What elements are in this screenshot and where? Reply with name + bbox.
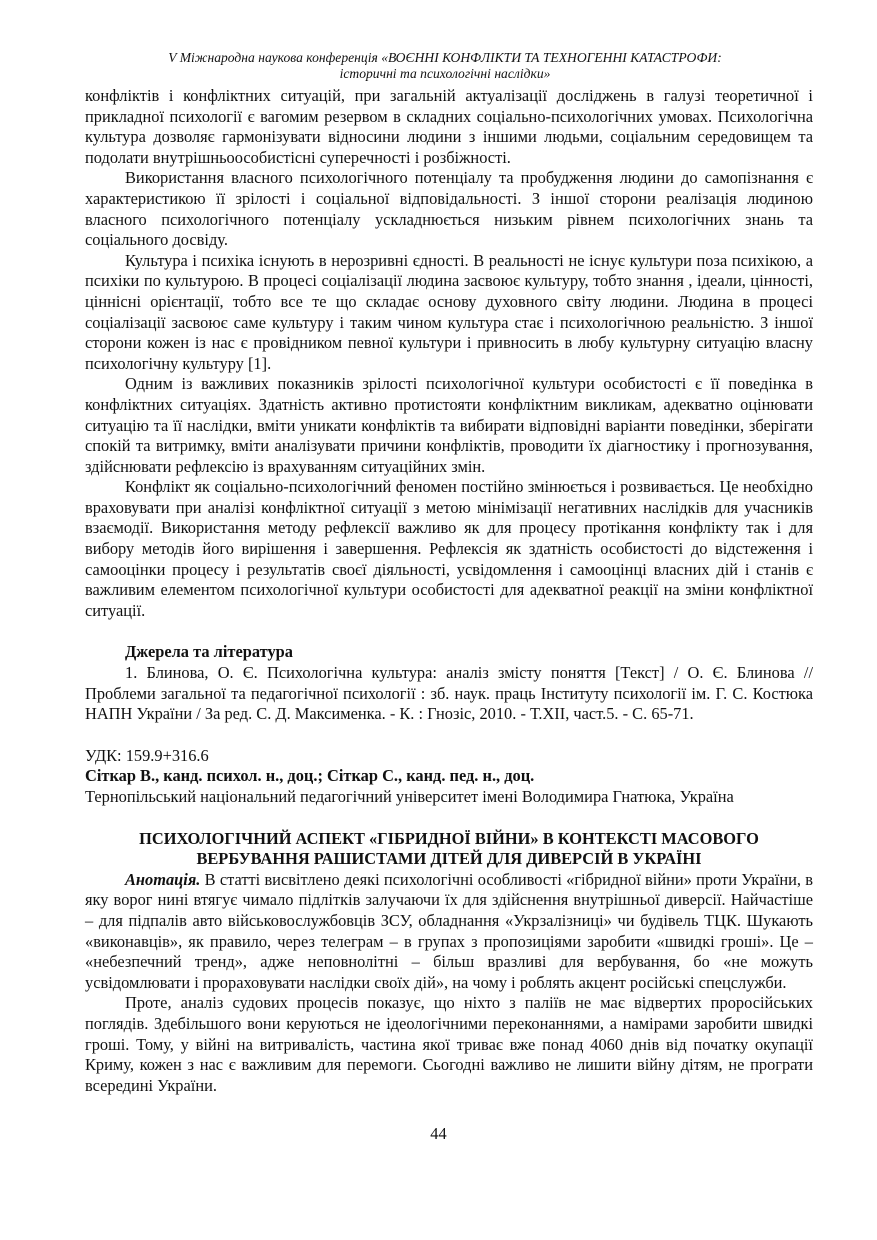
running-header xyxy=(80,50,810,82)
title-line-1: ПСИХОЛОГІЧНИЙ АСПЕКТ «ГІБРИДНОЇ ВІЙНИ» В КОНТЕКСТІ МАСОВОГО xyxy=(139,828,759,848)
page-number: 44 xyxy=(430,1124,447,1143)
abstract-label: Анотація. xyxy=(125,869,201,889)
paragraph: Культура і психіка існують в нерозривні єдності. В реальності не існує культури поза психікою, а психіки по культурою. В процесі соціалізації людина засвоює культуру, тобто знання , ідеали, цінності, ціннісні орієнтації, тобто все те що складає основу духовного світу людини. Людина в процесі соціалізації засвоює саме культуру і таким чином культура стає і психологічною реальністю. З іншої сторони кожен із нас є провідником певної культури і привносить в любу культурну ситуацію власну психологічну культуру [1]. xyxy=(85,250,813,373)
paragraph: Проте, аналіз судових процесів показує, що ніхто з паліїв не має відвертих проросійських поглядів. Здебільшого вони керуються не ідеологічними переконаннями, а намірами заробити швидкі гроші. Тому, у війні на витривалість, частина якої триває вже понад 4060 днів від початку окупації Криму, кожен з нас є важливим для перемоги. Сьогодні важливо не лишити війну дітям, не програти всередині України. xyxy=(85,993,813,1095)
header-line-1: V Міжнародна наукова конференція «ВОЄННІ КОНФЛІКТИ ТА ТЕХНОГЕННІ КАТАСТРОФИ: xyxy=(168,50,722,65)
article-authors: Сіткар В., канд. психол. н., доц.; Сіткар С., канд. пед. н., доц. xyxy=(85,766,535,786)
reference-item: 1. Блинова, О. Є. Психологічна культура: аналіз змісту поняття [Текст] / О. Є. Блинова // Проблеми загальної та педагогічної психології : зб. наук. праць Інституту психології ім. Г. С. Костюка НАПН України / За ред. С. Д. Максименка. - К. : Гнозіс, 2010. - Т.XII, част.5. - С. 65-71. xyxy=(85,663,813,724)
paragraph: Використання власного психологічного потенціалу та пробудження людини до самопізнання є характеристикою її зрілості і соціальної відповідальності. З іншої сторони реалізація людиною власного психологічного потенціалу ускладнюється низьким рівнем психологічних знань та соціального досвіду. xyxy=(85,168,813,250)
header-line-2: історичні та психологічні наслідки» xyxy=(339,66,551,81)
paragraph: Конфлікт як соціально-психологічний феномен постійно змінюється і розвивається. Це необхідно враховувати при аналізі конфліктної ситуації з метою мінімізації негативних наслідків для учасників взаємодії. Використання методу рефлексії важливо як для процесу протікання конфлікту так і для вибору методів його вирішення і завершення. Рефлексія як здатність особистості до відстеження і самооцінки процесу і результатів своєї діяльності, усвідомлення і самооцінці власних дій і станів є важливим елементом психологічної культури особистості для адекватної реакції на зміни конфліктної ситуації. xyxy=(85,477,813,620)
main-text xyxy=(85,86,813,1096)
abstract-paragraph xyxy=(85,870,813,994)
article-title xyxy=(85,829,813,870)
references-heading: Джерела та література xyxy=(125,642,293,662)
title-line-2: ВЕРБУВАННЯ РАШИСТАМИ ДІТЕЙ ДЛЯ ДИВЕРСІЙ В УКРАЇНІ xyxy=(196,849,702,869)
abstract-text: В статті висвітлено деякі психологічні особливості «гібридної війни» проти України, в яку ворог нині втягує чимало підлітків залучаючи їх для здійснення внутрішньої диверсії. Найчастіше – для підпалів авто військовослужбовців ЗСУ, обладнання «Укрзалізниці» чи будівель ТЦК. Шукають «виконавців», як правило, через телеграм – в групах з пропозиціями заробити «швидкі гроші». Це – «небезпечний тренд», адже неповнолітні – більш вразливі для вербування, бо «не можуть усвідомлювати і прораховувати наслідки своїх дій», на чому і роблять акцент російські спецслужби. xyxy=(85,869,813,992)
paragraph: Одним із важливих показників зрілості психологічної культури особистості є її поведінка в конфліктних ситуаціях. Здатність активно протистояти конфліктним викликам, адекватно оцінювати ситуацію та її наслідки, вміти уникати конфліктів та вибирати відповідні варіанти поведінки, зберігати спокій та витримку, вміти аналізувати причини конфліктів, проводити їх діагностику і прогнозування, здійснювати рефлексію із врахуванням ситуаційних змін. xyxy=(85,374,813,476)
udk-code: УДК: 159.9+316.6 xyxy=(85,745,209,765)
paragraph-continuation: конфліктів і конфліктних ситуацій, при загальній актуалізації досліджень в галузі теоретичної і прикладної психології є вагомим резервом в складних соціально-психологічних умовах. Психологічна культура дозволяє гармонізувати відносини людини з іншими людьми, соціальним середовищем та подолати внутрішньоособистісні суперечності і розбіжності. xyxy=(85,86,813,167)
article-affiliation: Тернопільський національний педагогічний університет імені Володимира Гнатюка, Україна xyxy=(85,787,734,806)
